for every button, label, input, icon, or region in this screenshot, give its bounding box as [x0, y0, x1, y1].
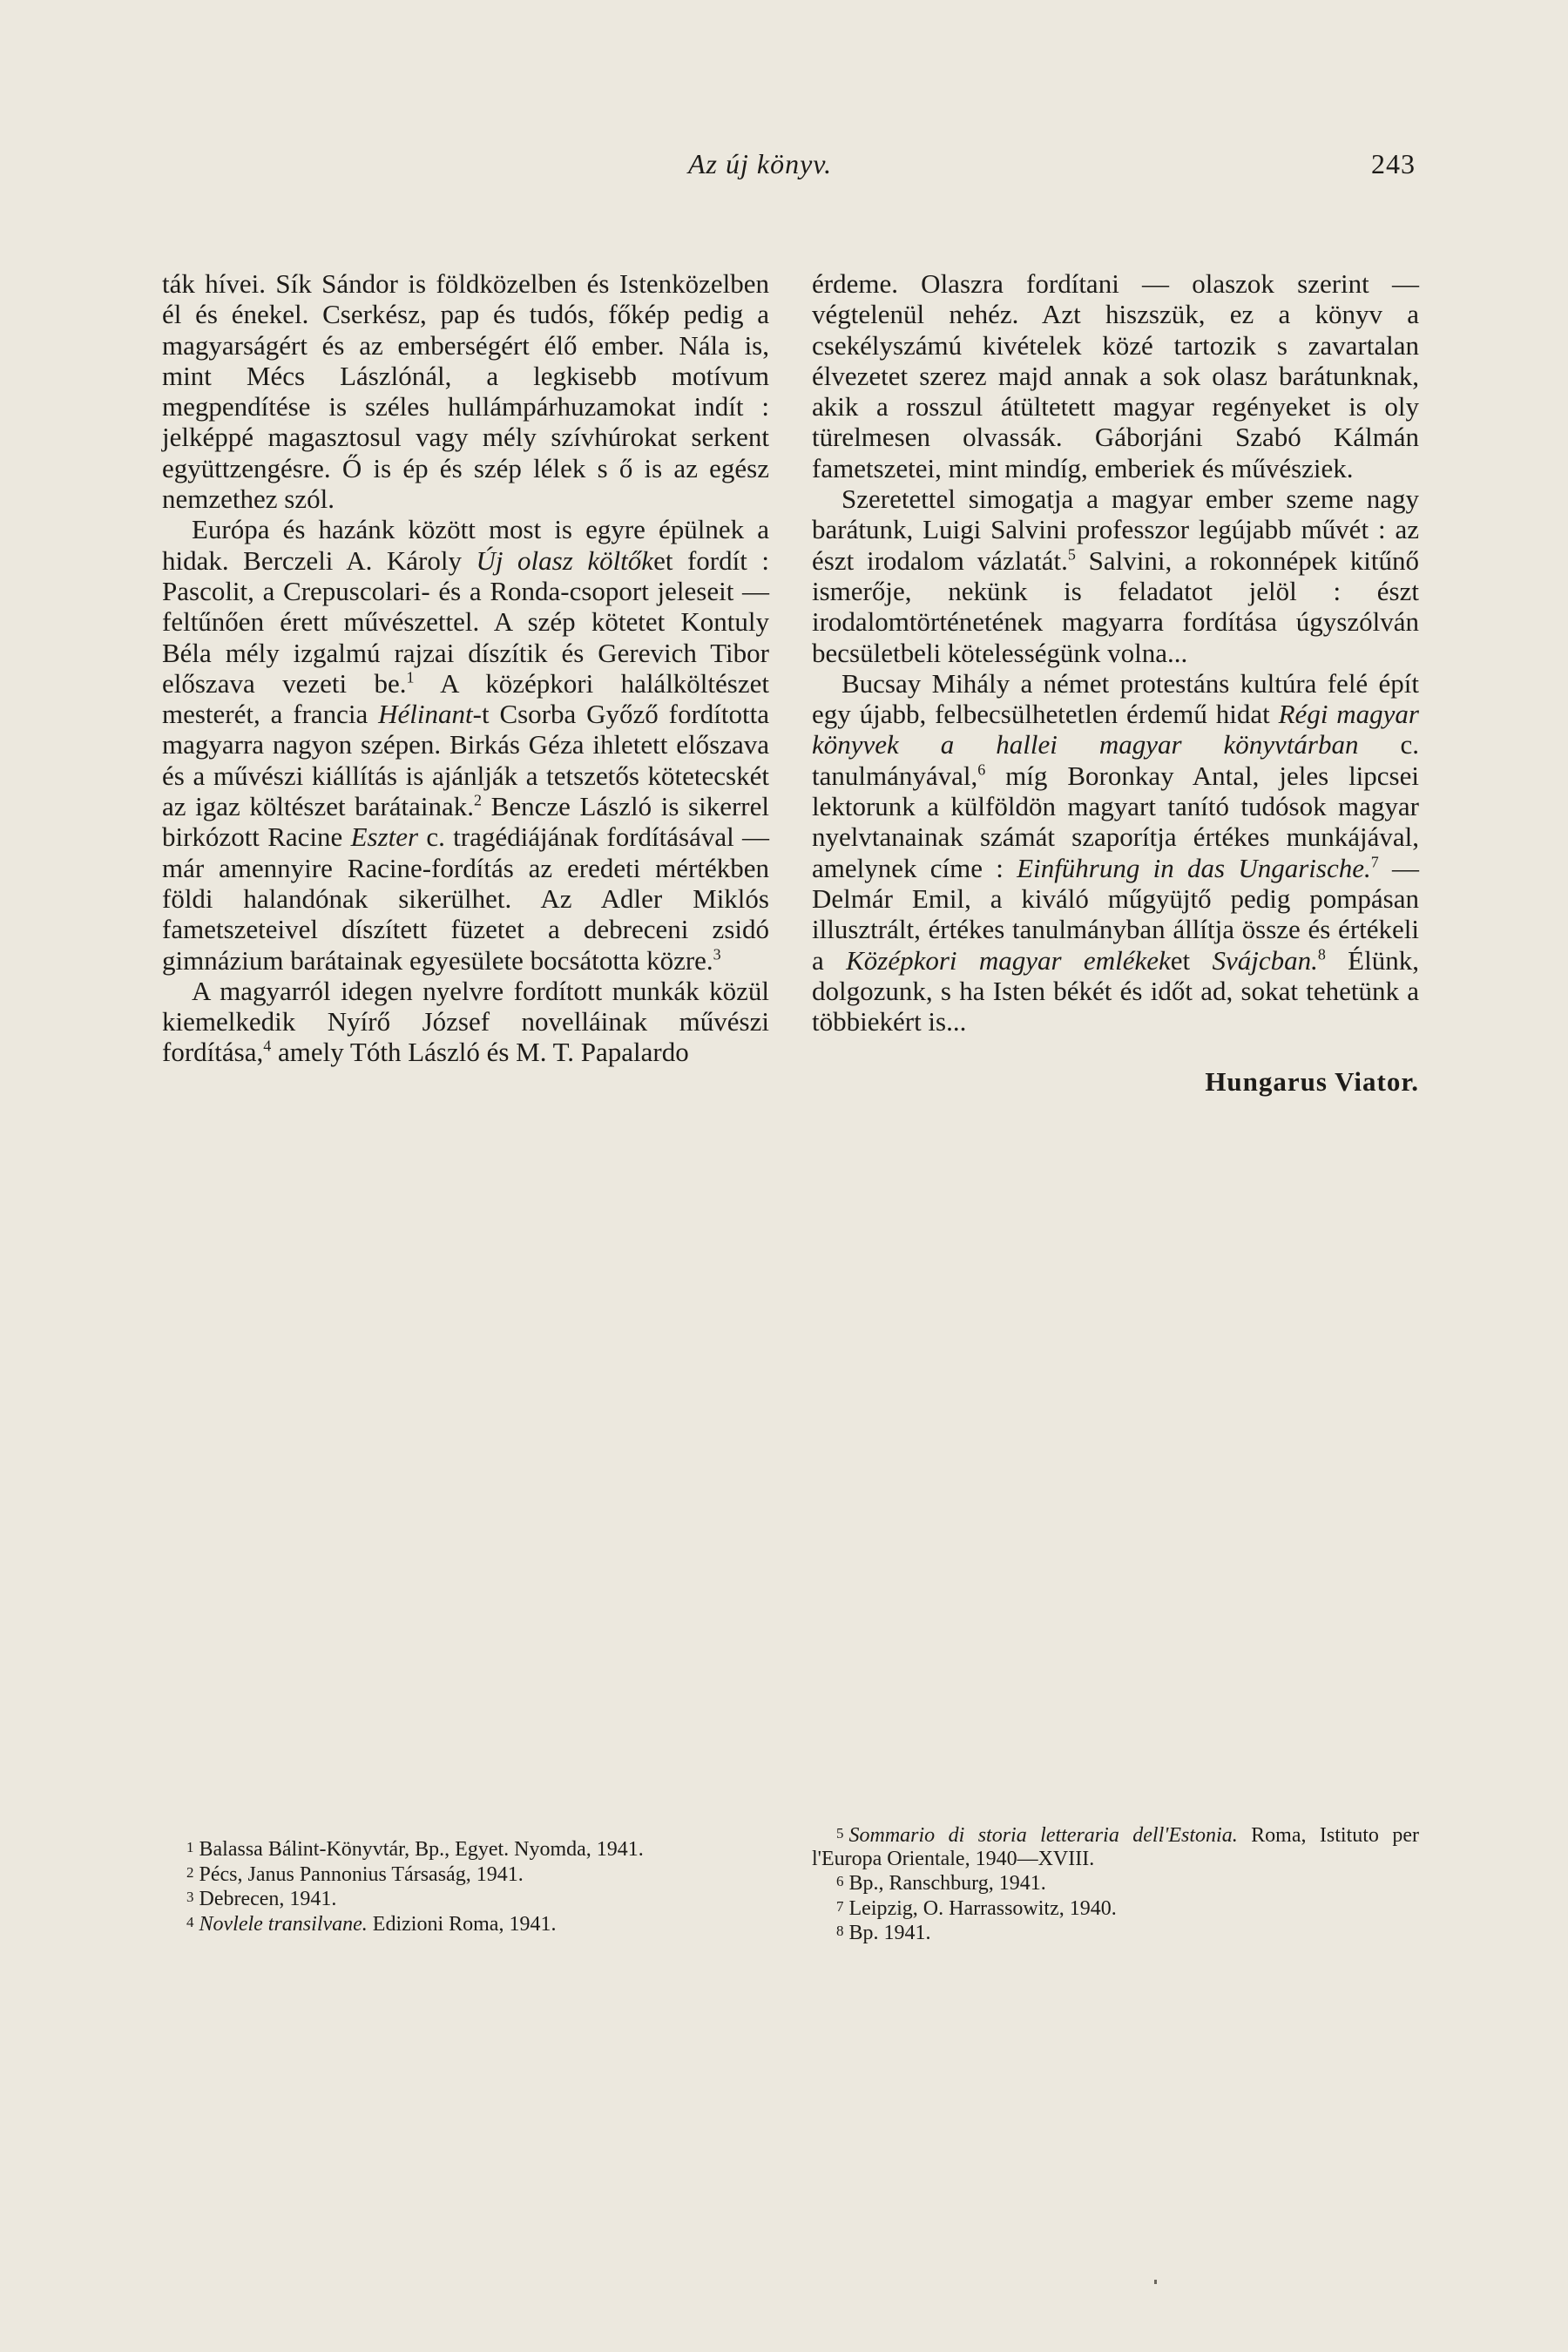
footnote: 6 Bp., Ranschburg, 1941. [836, 1872, 1046, 1895]
footnote-ref[interactable]: 7 [1370, 853, 1379, 871]
footnote-mark: 3 [186, 1889, 194, 1905]
footnote: 3 Debrecen, 1941. [186, 1888, 337, 1910]
footnote: 2 Pécs, Janus Pannonius Társaság, 1941. [186, 1862, 524, 1886]
footnote-ref[interactable]: 6 [977, 760, 986, 779]
book-title: Régi magyar könyvek a hallei magyar könyvtárban [812, 699, 1420, 760]
running-head [688, 148, 1416, 192]
footnote-mark: 1 [186, 1839, 194, 1855]
footnote-mark: 8 [836, 1923, 844, 1939]
footnote-mark: 6 [836, 1873, 844, 1889]
footnote-ref[interactable]: 2 [474, 791, 483, 809]
footnote-ref[interactable]: 5 [1067, 545, 1076, 564]
footnote: 4 Novlele transilvane. Edizioni Roma, 1941. [186, 1912, 557, 1936]
left-column [162, 268, 769, 1068]
footnote: 1 Balassa Bálint-Könyvtár, Bp., Egyet. Nyomda, 1941. [186, 1838, 644, 1861]
paragraph: Szeretettel simogatja a magyar ember szeme nagy barátunk, Luigi Salvini professzor legújabb művét : az észt irodalom vázlatát.$^5$ Salvini, a rokonnépek kitűnő ismerője, nekünk is feladatot jelöl : észt irodalomtörténetének magyarra fordítása úgyszólván becsületbeli kötelességünk volna... [812, 483, 1419, 668]
footnote-ref[interactable]: 1 [406, 668, 415, 686]
paragraph: A magyarról idegen nyelvre fordított munkák közül kiemelkedik Nyírő József novelláinak művészi fordítása,$^4$ amely Tóth László és M. T. Papalardo [162, 975, 769, 1068]
footnotes-right [812, 1822, 1419, 1945]
paragraph: érdeme. Olaszra fordítani — olaszok szerint — végtelenül nehéz. Azt hiszszük, ez a könyv a csekélyszámú kivételek közé tartozik s zavartalan élvezetet szerez majd annak a sok olasz barátunknak, akik a rosszul átültetett magyar regényeket is oly türelmesen olvassák. Gáborjáni Szabó Kálmán fametszetei, mint mindíg, emberiek és művésziek. [812, 268, 1419, 483]
author-signature: Hungarus Viator. [1205, 1066, 1419, 1098]
page-number: 243 [1371, 148, 1416, 179]
book-title: Eszter [350, 821, 419, 853]
paragraph: Európa és hazánk között most is egyre épülnek a hidak. Berczeli A. Károly Új olasz költőket fordít : Pascolit, a Crepuscolari- és a Ronda-csoport jeleseit — feltűnően érett művészettel. A szép kötetet Kontuly Béla mély izgalmú rajzai díszítik és Gerevich Tibor előszava vezeti be.$^1$ A középkori halálköltészet mesterét, a francia Hélinant-t Csorba Győző fordította magyarra nagyon szépen. Birkás Géza ihletett előszava és a művészi kiállítás is ajánlják a tetszetős kötetecskét az igaz költészet barátainak.$^2$ Bencze László is sikerrel birkózott Racine Eszter c. tragédiájának fordításával — már amennyire Racine-fordítás az eredeti mértékben földi halandónak sikerülhet. Az Adler Miklós fametszeteivel díszített füzetet a debreceni zsidó gimnázium barátainak egyesülete bocsátotta közre.$^3$ [162, 514, 769, 976]
book-title: Középkori magyar emlékek [846, 944, 1171, 976]
book-title: Új olasz költők [476, 544, 654, 576]
paragraph: Bucsay Mihály a német protestáns kultúra felé épít egy újabb, felbecsülhetetlen érdemű hidat Régi magyar könyvek a hallei magyar könyvtárban c. tanulmányával,$^6$ míg Boronkay Antal, jeles lipcsei lektorunk a külföldön magyart tanító tudósok magyar nyelvtanainak számát szaporítja értékes munkájával, amelynek címe : Einführung in das Ungarische.$^7$ — Delmár Emil, a kiváló műgyüjtő pedig pompásan illusztrált, értékes tanulmányban állítja össze és értékeli a Középkori magyar emlékeket Svájcban.$^8$ Élünk, dolgozunk, s ha Isten békét és időt ad, sokat tehetünk a többiekért is... [812, 667, 1420, 1037]
footnote: 5 Sommario di storia letteraria dell'Estonia. Roma, Istituto per l'Europa Orientale, 1940—XVIII. [812, 1824, 1420, 1870]
right-column [812, 268, 1419, 1098]
running-title: Az új könyv. [688, 148, 833, 179]
footnote-ref[interactable]: 4 [263, 1037, 272, 1056]
footnote-ref[interactable]: 8 [1317, 945, 1326, 963]
footnote-mark: 5 [836, 1825, 844, 1842]
footnote: 8 Bp. 1941. [836, 1922, 931, 1944]
paragraph: ták hívei. Sík Sándor is földközelben és Istenközelben él és énekel. Cserkész, pap és tudós, főkép pedig a magyarságért és az emberségért élő ember. Nála is, mint Mécs Lászlónál, a legkisebb motívum megpendítése is széles hullámpárhuzamokat indít : jelképpé magasztosul vagy mély szívhúrokat serkent együttzengésre. Ő is ép és szép lélek s ő is az egész nemzethez szól. [162, 268, 769, 515]
footnote-mark: 2 [186, 1863, 194, 1881]
print-dot [1154, 2280, 1157, 2284]
book-title: Einführung in das Ungarische. [1017, 852, 1371, 883]
footnote: 7 Leipzig, O. Harrassowitz, 1940. [836, 1896, 1117, 1920]
place-italic: Svájcban. [1212, 944, 1318, 976]
footnotes-left [162, 1836, 769, 1936]
footnote-mark: 7 [836, 1897, 844, 1915]
footnote-mark: 4 [186, 1913, 194, 1930]
footnote-ref[interactable]: 3 [713, 945, 721, 963]
name-italic: Hélinant [378, 699, 473, 730]
